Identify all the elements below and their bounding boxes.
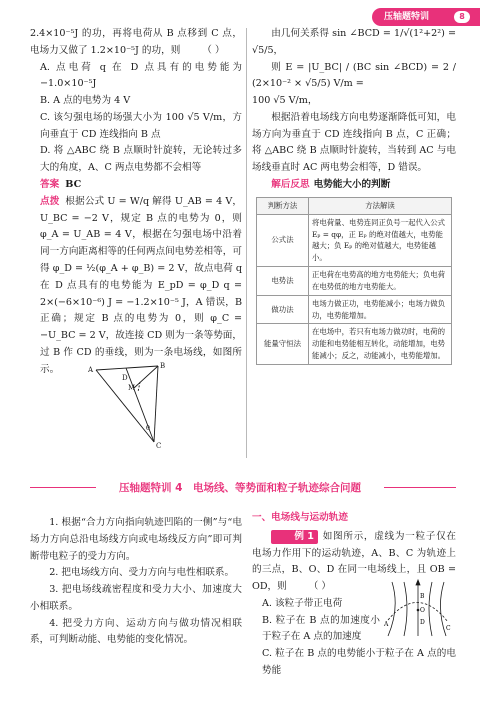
reflection-label: 解后反思 [271, 179, 310, 191]
page-number-badge: 8 [454, 11, 470, 23]
label-theta: θ [146, 424, 150, 432]
bottom-right-column [252, 510, 456, 680]
method-point-3: 3. 把电场线疏密程度和受力大小、加速度大小相联系。 [30, 584, 242, 612]
question-stem: 2.4×10⁻⁵J 的功，再将电荷从 B 点移到 C 点，电场力又做了 1.2×10⁻⁵J 的功，则 （ ） [30, 28, 242, 56]
table-header-desc: 方法解读 [309, 197, 452, 214]
reflection-heading [252, 177, 456, 194]
answer-line [30, 177, 242, 194]
example-option-a: A. 该粒子带正电荷 [262, 597, 343, 609]
fig2-label-d: D [420, 619, 425, 626]
field-line-figure [382, 578, 452, 638]
label-m: M [128, 384, 136, 392]
fig2-label-b: B [420, 593, 425, 600]
explanation: 根据沿着电场线方向电势逐渐降低可知，电场方向为垂直于 CD 连线指向 B 点，C 正确；将 △ABC 绕 B 点顺时针旋转，当转到 AC 与电场线垂直时 AC 两电势会相等，D 错误。 [252, 111, 456, 174]
column-divider [246, 28, 247, 458]
field-line-2 [404, 582, 407, 636]
table-cell-method: 能量守恒法 [257, 324, 309, 365]
edge-bc [154, 366, 158, 442]
subsection-title: 一、电场线与运动轨迹 [252, 512, 348, 523]
left-column [30, 26, 242, 378]
bottom-left-column [30, 515, 242, 649]
example-option-b: B. 粒子在 B 点的加速度小于粒子在 A 点的加速度 [262, 614, 380, 643]
table-row [257, 295, 452, 324]
field-line-figure-svg [382, 578, 452, 638]
answer-value: BC [65, 179, 82, 191]
label-b: B [160, 362, 166, 370]
option-c: C. 该匀强电场的场强大小为 100 √5 V/m，方向垂直于 CD 连线指向 B 点 [40, 111, 242, 140]
method-point-1: 1. 根据“合力方向指向轨迹凹陷的一侧”与“电场力方向总沿电场线方向或电场线反方向”即可判断带电粒子的受力方向。 [30, 517, 242, 562]
point-o [417, 609, 420, 612]
segment-bm [134, 366, 158, 388]
judgement-table [256, 197, 452, 365]
table-cell-method: 公式法 [257, 214, 309, 266]
field-result: 100 √5 V/m， [252, 95, 318, 107]
label-d: D [122, 374, 128, 382]
table-row [257, 324, 452, 365]
example-paren: （ ） [308, 581, 331, 593]
field-formula-line: 则 E = |U_BC| / (BC sin ∠BCD) = 2 / (2×10⁻² × √5/5) V/m = [252, 61, 456, 90]
option-d: D. 将 △ABC 绕 B 点顺时针旋转，无论转过多大的角度，A、C 两点电势都不会相等 [40, 145, 242, 174]
option-b: B. A 点的电势为 4 V [40, 95, 131, 107]
geometry-line: 由几何关系得 sin ∠BCD = 1/√(1²+2²) = √5/5， [252, 28, 456, 56]
field-line-1 [388, 582, 395, 636]
method-point-4: 4. 把受力方向、运动方向与做功情况相联系，可判断动能、电势能的变化情况。 [30, 617, 242, 646]
fig2-label-o: O [420, 607, 425, 614]
table-cell-desc: 正电荷在电势高的地方电势能大；负电荷在电势低的地方电势能大。 [309, 267, 452, 296]
fig2-label-a: A [384, 621, 389, 628]
method-point-2: 2. 把电场线方向、受力方向与电性相联系。 [49, 567, 235, 579]
option-a: A. 点电荷 q 在 D 点具有的电势能为 −1.0×10⁻⁵J [40, 61, 242, 90]
label-c: C [156, 442, 162, 450]
triangle-figure-svg [88, 360, 178, 450]
tip-label: 点拨 [40, 195, 60, 207]
example-label: 例 1 [271, 530, 318, 544]
arrow-head-icon [416, 580, 420, 585]
example-text: 如图所示，虚线为一粒子仅在电场力作用下的运动轨迹，A、B、C 为轨迹上的三点，B、O、D 在同一电场线上，且 OB = OD，则 [252, 530, 456, 593]
label-a: A [88, 366, 94, 374]
tip-paragraph [30, 194, 242, 379]
table-header-method: 判断方法 [257, 197, 309, 214]
table-row [257, 267, 452, 296]
example-option-c: C. 粒子在 B 点的电势能小于粒子在 A 点的电势能 [262, 648, 456, 677]
header-badge [372, 8, 480, 26]
table-cell-desc: 将电荷量、电势连同正负号一起代入公式 Eₚ = qφ，正 Eₚ 的绝对值越大，电势能越大；负 Eₚ 的绝对值越大，电势能越小。 [309, 214, 452, 266]
question-paren: （ ） [202, 44, 225, 56]
tip-text: 根据公式 U = W/q 解得 U_AB = 4 V，U_BC = −2 V，规定 B 点的电势为 0，则 φ_A = U_AB = 4 V，根据在匀强电场中沿着同一方向距离相等的任何两点间电势差相等，可得 φ_D = ½(φ_A + φ_B) = 2 V，故点电荷 q 在 D 点具有的电势能为 E_pD = φ_D q = 2×(−6×10⁻⁶) J = −1.2×10⁻⁵ J，A 错误，B 正确；规定 B 点的电势为 0，则 φ_C = −U_BC = 2 V，故连接 CD 则为一条等势面，过 B 作 CD 的垂线，则为一条电场线，如图所示。 [40, 195, 243, 375]
section-title: 压轴题特训 4 电场线、等势面和粒子轨迹综合问题 [119, 482, 361, 494]
table-header-row [257, 197, 452, 214]
table-cell-method: 电势法 [257, 267, 309, 296]
fig2-label-c: C [446, 625, 451, 632]
right-column [252, 26, 456, 365]
reflection-title: 电势能大小的判断 [313, 179, 391, 191]
answer-label: 答案 [40, 179, 60, 191]
table-row [257, 214, 452, 266]
table-cell-desc: 电场力做正功，电势能减小；电场力做负功，电势能增加。 [309, 295, 452, 324]
table-cell-method: 做功法 [257, 295, 309, 324]
header-title: 压轴题特训 [384, 12, 430, 22]
table-cell-desc: 在电场中，若只有电场力做功时，电荷的动能和电势能相互转化，动能增加，电势能减小；反之，动能减小，电势能增加。 [309, 324, 452, 365]
field-line-4 [429, 582, 432, 636]
triangle-figure [88, 360, 178, 450]
